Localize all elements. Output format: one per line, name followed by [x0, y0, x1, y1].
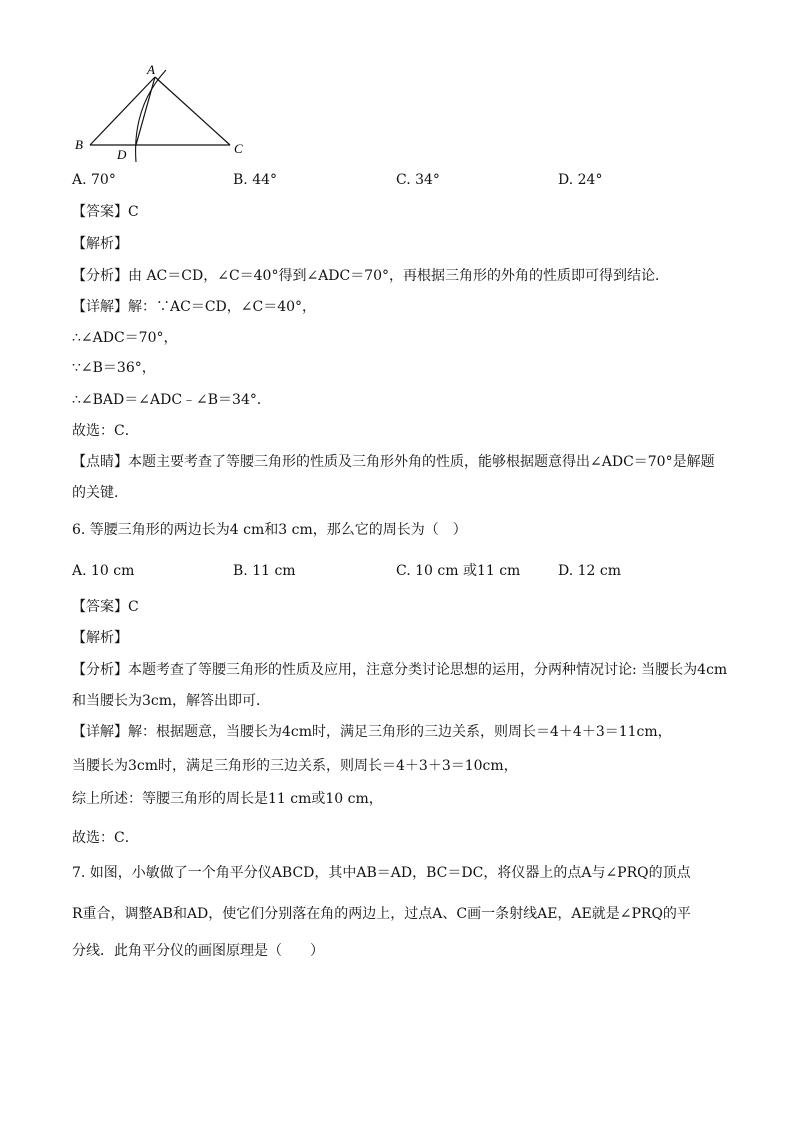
- q6-fenxi-line-2: 和当腰长为3cm，解答出即可．: [72, 693, 271, 709]
- triangle-figure: [70, 62, 260, 167]
- q6-option-c[interactable]: C. 10 cm 或11 cm: [396, 563, 521, 579]
- q6-fenxi-line-1: 【分析】本题考查了等腰三角形的性质及应用，注意分类讨论思想的运用，分两种情况讨论: 当腰长为4cm: [72, 662, 728, 678]
- q5-option-b[interactable]: B. 44°: [233, 172, 278, 188]
- label-B: B: [75, 137, 83, 152]
- q6-xiangjie-line-4: 故选：C．: [72, 830, 139, 846]
- q6-answer: 【答案】C: [72, 599, 139, 615]
- q6-option-b[interactable]: B. 11 cm: [233, 563, 296, 579]
- q6-jiexi-heading: 【解析】: [72, 630, 128, 646]
- q6-option-a[interactable]: A. 10 cm: [72, 563, 135, 579]
- q5-answer: 【答案】C: [72, 204, 139, 220]
- q6-stem: 6. 等腰三角形的两边长为4 cm和3 cm，那么它的周长为（ ）: [72, 522, 467, 538]
- q5-xiangjie-line-2: ∴∠ADC＝70°，: [72, 330, 178, 346]
- q5-option-d[interactable]: D. 24°: [558, 172, 603, 188]
- q5-dianjing-line-1: 【点睛】本题主要考查了等腰三角形的性质及三角形外角的性质，能够根据题意得出∠ADC＝70°是解题: [72, 454, 715, 470]
- q5-option-a[interactable]: A. 70°: [72, 172, 116, 188]
- q5-jiexi-heading: 【解析】: [72, 236, 128, 252]
- q5-fenxi: 【分析】由 AC＝CD，∠C＝40°得到∠ADC＝70°，再根据三角形的外角的性质即可得到结论．: [72, 268, 670, 284]
- q7-stem-line-3: 分线．此角平分仪的画图原理是（ ）: [72, 943, 324, 959]
- q5-dianjing-line-2: 的关键.: [72, 485, 119, 501]
- label-A: A: [147, 62, 155, 77]
- q5-xiangjie-line-5: 故选：C．: [72, 423, 139, 439]
- q7-stem-line-2: R重合，调整AB和AD，使它们分别落在角的两边上，过点A、C画一条射线AE，AE就是∠PRQ的平: [72, 906, 691, 922]
- q6-xiangjie-line-3: 综上所述：等腰三角形的周长是11 cm或10 cm，: [72, 791, 383, 807]
- label-D: D: [117, 147, 127, 162]
- q5-xiangjie-line-4: ∴∠BAD＝∠ADC﹣∠B＝34°．: [72, 392, 271, 408]
- q5-option-c[interactable]: C. 34°: [396, 172, 440, 188]
- q5-xiangjie-line-1: 【详解】解：∵AC＝CD，∠C＝40°，: [72, 299, 317, 315]
- compass-arc: [136, 70, 166, 162]
- segment-AC: [155, 77, 230, 145]
- q7-stem-line-1: 7. 如图，小敏做了一个角平分仪ABCD，其中AB＝AD，BC＝DC，将仪器上的点A与∠PRQ的顶点: [72, 865, 691, 881]
- q6-xiangjie-line-1: 【详解】解：根据题意，当腰长为4cm时，满足三角形的三边关系，则周长＝4＋4＋3＝11cm，: [72, 724, 672, 740]
- q6-option-d[interactable]: D. 12 cm: [558, 563, 622, 579]
- q5-xiangjie-line-3: ∵∠B＝36°，: [72, 360, 156, 376]
- q6-xiangjie-line-2: 当腰长为3cm时，满足三角形的三边关系，则周长＝4＋3＋3＝10cm，: [72, 758, 518, 774]
- label-C: C: [234, 141, 243, 156]
